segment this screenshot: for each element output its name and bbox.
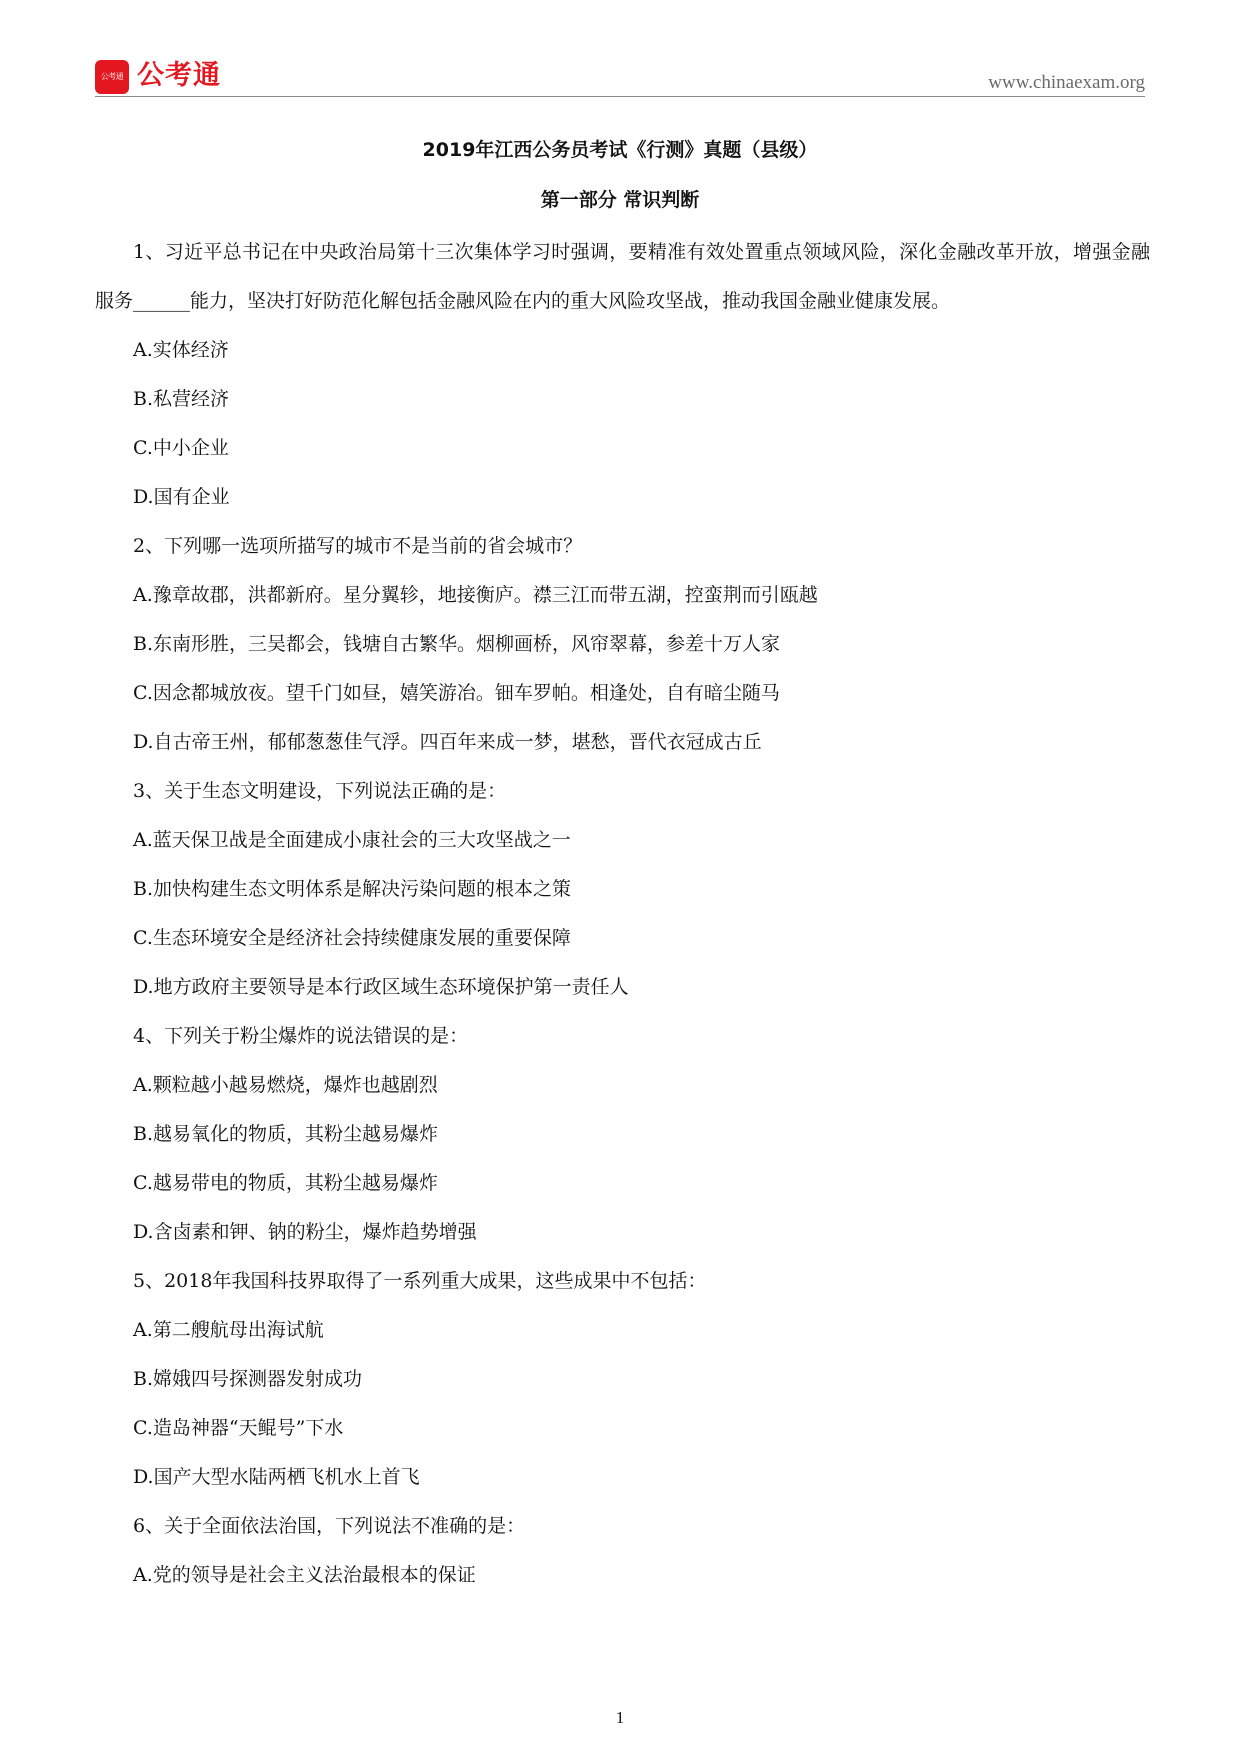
- question-stem: 5、2018年我国科技界取得了一系列重大成果，这些成果中不包括：: [133, 1270, 707, 1292]
- page-number: 1: [615, 1708, 625, 1727]
- option-c: C.因念都城放夜。望千门如昼，嬉笑游冶。钿车罗帕。相逢处，自有暗尘随马: [133, 682, 780, 704]
- question-stem: 3、关于生态文明建设，下列说法正确的是：: [133, 780, 507, 802]
- option-b: B.东南形胜，三吴都会，钱塘自古繁华。烟柳画桥，风帘翠幕，参差十万人家: [133, 633, 781, 655]
- page-header: [95, 58, 1145, 97]
- question-6: [95, 1502, 1150, 1600]
- option-d: D.地方政府主要领导是本行政区域生态环境保护第一责任人: [133, 976, 629, 998]
- logo-wordmark: 公考通: [137, 60, 221, 91]
- option-b: B.私营经济: [133, 388, 230, 410]
- option-b: B.加快构建生态文明体系是解决污染问题的根本之策: [133, 878, 572, 900]
- option-a: A.第二艘航母出海试航: [133, 1319, 324, 1341]
- question-3: [95, 767, 1150, 1012]
- question-stem: 1、习近平总书记在中央政治局第十三次集体学习时强调，要精准有效处置重点领域风险，深化金融改革开放，增强金融服务______能力，坚决打好防范化解包括金融风险在内的重大风险攻坚战，推动我国金融业健康发展。: [95, 241, 1150, 312]
- option-d: D.国产大型水陆两栖飞机水上首飞: [133, 1466, 420, 1488]
- option-b: B.越易氧化的物质，其粉尘越易爆炸: [133, 1123, 439, 1145]
- question-list: [95, 228, 1150, 1600]
- option-a: A.实体经济: [133, 339, 229, 361]
- document-title: 2019年江西公务员考试《行测》真题（县级）: [422, 139, 818, 161]
- option-a: A.豫章故郡，洪都新府。星分翼轸，地接衡庐。襟三江而带五湖，控蛮荆而引瓯越: [133, 584, 818, 606]
- question-4: [95, 1012, 1150, 1257]
- question-1: [95, 228, 1150, 522]
- option-a: A.党的领导是社会主义法治最根本的保证: [133, 1564, 476, 1586]
- option-c: C.造岛神器“天鲲号”下水: [133, 1417, 344, 1439]
- question-stem: 2、下列哪一选项所描写的城市不是当前的省会城市？: [133, 535, 583, 557]
- question-stem: 4、下列关于粉尘爆炸的说法错误的是：: [133, 1025, 469, 1047]
- question-5: [95, 1257, 1150, 1502]
- site-url: www.chinaexam.org: [988, 72, 1145, 93]
- option-a: A.蓝天保卫战是全面建成小康社会的三大攻坚战之一: [133, 829, 571, 851]
- option-d: D.自古帝王州，郁郁葱葱佳气浮。四百年来成一梦，堪愁，晋代衣冠成古丘: [133, 731, 762, 753]
- option-c: C.生态环境安全是经济社会持续健康发展的重要保障: [133, 927, 571, 949]
- option-d: D.含卤素和钾、钠的粉尘，爆炸趋势增强: [133, 1221, 477, 1243]
- option-c: C.中小企业: [133, 437, 229, 459]
- option-b: B.嫦娥四号探测器发射成功: [133, 1368, 363, 1390]
- question-stem: 6、关于全面依法治国，下列说法不准确的是：: [133, 1515, 526, 1537]
- logo-icon: 公考通: [95, 60, 129, 94]
- option-a: A.颗粒越小越易燃烧，爆炸也越剧烈: [133, 1074, 438, 1096]
- section-title: 第一部分 常识判断: [540, 189, 700, 211]
- question-2: [95, 522, 1150, 767]
- option-d: D.国有企业: [133, 486, 230, 508]
- option-c: C.越易带电的物质，其粉尘越易爆炸: [133, 1172, 438, 1194]
